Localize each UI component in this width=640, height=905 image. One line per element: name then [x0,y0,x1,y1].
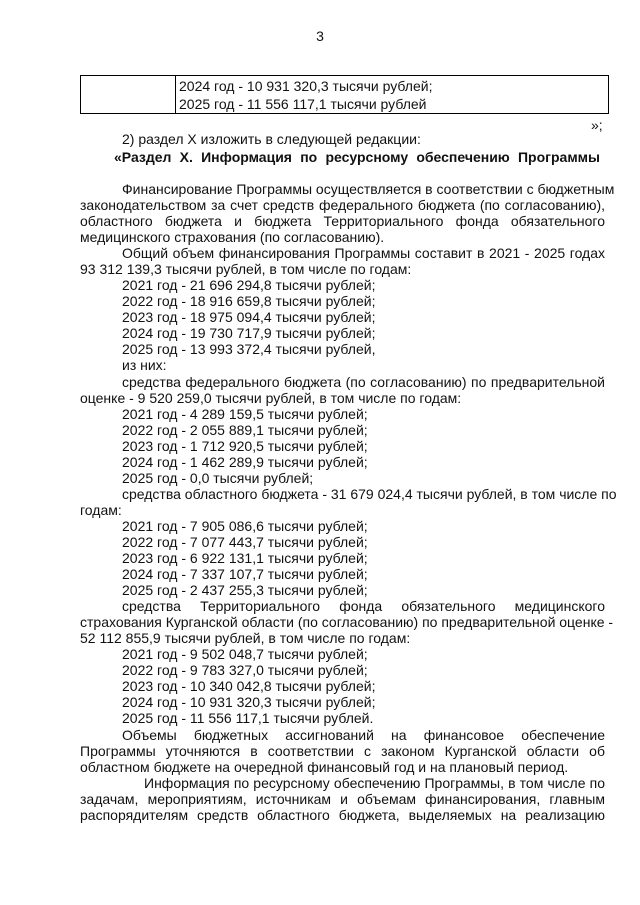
text-line: распорядителям средств областного бюджета, выделяемых на реализацию [80,807,605,823]
text-line: задачам, мероприятиям, источникам и объемам финансирования, главным [80,791,605,807]
text-line: 2023 год - 6 922 131,1 тысячи рублей; [122,550,368,566]
text-line: 2021 год - 9 502 048,7 тысячи рублей; [122,646,368,662]
text-line: 2021 год - 21 696 294,8 тысячи рублей; [122,277,376,293]
text-line: 2021 год - 7 905 086,6 тысячи рублей; [122,518,368,534]
text-line: областного бюджета и бюджета Территориального фонда обязательного [80,213,605,229]
text-line: 2022 год - 7 077 443,7 тысячи рублей; [122,534,368,550]
text-line: 2023 год - 1 712 920,5 тысячи рублей; [122,438,368,454]
text-line: законодательством за счет средств федерального бюджета (по согласованию), [80,197,605,213]
text-line: Информация по ресурсному обеспечению Программы, в том числе по [144,775,605,791]
text-line: 2023 год - 10 340 042,8 тысячи рублей; [122,678,376,694]
table-row: 2024 год - 10 931 320,3 тысячи рублей; [179,78,433,94]
text-line: 2022 год - 9 783 327,0 тысячи рублей; [122,662,368,678]
text-line: Общий объем финансирования Программы составит в 2021 - 2025 годах [122,245,605,261]
text-line: медицинского страхования (по согласованию). [80,229,385,245]
section-heading: «Раздел X. Информация по ресурсному обеспечению Программы [114,149,600,165]
page-number: 3 [316,28,324,44]
text-line: 2024 год - 7 337 107,7 тысячи рублей; [122,566,368,582]
table-text-cell [176,76,608,113]
continuation-table [80,75,609,114]
text-line: средства федерального бюджета (по согласованию) по предварительной [122,374,605,390]
text-line: Объемы бюджетных ассигнований на финансовое обеспечение [122,727,605,743]
text-line: Финансирование Программы осуществляется в соответствии с бюджетным [122,181,615,197]
text-line: годам: [80,502,122,518]
text-line: 2022 год - 2 055 889,1 тысячи рублей; [122,422,368,438]
text-line: 2025 год - 11 556 117,1 тысячи рублей. [122,710,374,726]
text-line: 2024 год - 19 730 717,9 тысячи рублей; [122,325,376,341]
text-line: 2025 год - 2 437 255,3 тысячи рублей; [122,582,368,598]
text-line: 2022 год - 18 916 659,8 тысячи рублей; [122,293,376,309]
text-line: 2025 год - 13 993 372,4 тысячи рублей, [122,341,376,357]
text-line: 2025 год - 0,0 тысячи рублей; [122,470,314,486]
text-line: 93 312 139,3 тысячи рублей, в том числе по годам: [80,261,412,277]
text-line: 2) раздел X изложить в следующей редакции: [122,131,421,147]
text-line: 2024 год - 10 931 320,3 тысячи рублей; [122,694,376,710]
text-line: 2024 год - 1 462 289,9 тысячи рублей; [122,454,368,470]
text-line: 52 112 855,9 тысячи рублей, в том числе по годам: [80,630,411,646]
quote-close: »; [591,117,603,133]
text-line: 2023 год - 18 975 094,4 тысячи рублей; [122,309,376,325]
text-line: оценке - 9 520 259,0 тысячи рублей, в том числе по годам: [80,390,462,406]
text-line: страхования Курганской области (по согласованию) по предварительной оценке - [80,614,614,630]
text-line: Программы уточняются в соответствии с законом Курганской области об [80,743,605,759]
table-row: 2025 год - 11 556 117,1 тысячи рублей [179,96,427,112]
table-empty-cell [81,76,176,113]
text-line: 2021 год - 4 289 159,5 тысячи рублей; [122,406,368,422]
text-line: средства областного бюджета - 31 679 024,4 тысячи рублей, в том числе по [122,486,617,502]
text-line: средства Территориального фонда обязательного медицинского [122,598,605,614]
text-line: из них: [122,357,167,373]
text-line: областном бюджете на очередной финансовый год и на плановый период. [80,759,569,775]
